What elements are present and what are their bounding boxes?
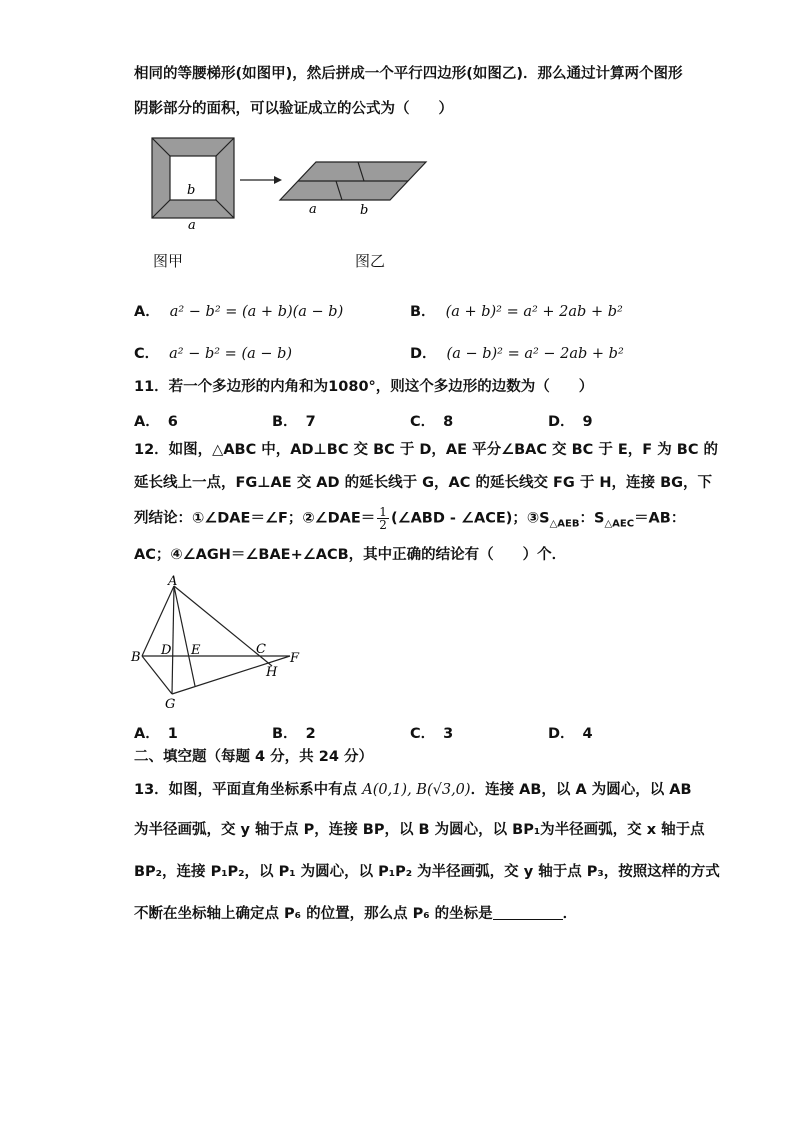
q12-option-a[interactable]: A． 1 bbox=[134, 726, 178, 742]
figure-q12 bbox=[128, 574, 318, 714]
figure-jia bbox=[152, 138, 234, 233]
arrow-icon bbox=[240, 176, 282, 184]
q12-option-d[interactable]: D． 4 bbox=[548, 726, 593, 742]
q12-option-b[interactable]: B． 2 bbox=[272, 726, 316, 742]
q13-line-2: 为半径画弧，交 y 轴于点 P，连接 BP，以 B 为圆心，以 BP₁为半径画弧，交 x 轴于点 bbox=[134, 822, 705, 838]
label-a-jia: a bbox=[188, 218, 196, 233]
fraction-one-half: $\frac{1}{2}$ bbox=[379, 505, 387, 532]
q12-line-1: 12．如图，△ABC 中，AD⊥BC 交 BC 于 D，AE 平分∠BAC 交 BC 于 E，F 为 BC 的 bbox=[134, 442, 719, 458]
answer-blank[interactable] bbox=[493, 905, 563, 920]
label-b-jia: b bbox=[187, 183, 196, 198]
intro-line-1: 相同的等腰梯形(如图甲)，然后拼成一个平行四边形(如图乙)．那么通过计算两个图形 bbox=[134, 66, 683, 82]
q10-option-c[interactable]: C． a² − b² = (a − b) bbox=[134, 346, 293, 362]
q10-option-d[interactable]: D． (a − b)² = a² − 2ab + b² bbox=[410, 346, 624, 362]
point-f: F bbox=[290, 651, 300, 666]
q12-line-4: AC；④∠AGH＝∠BAE+∠ACB，其中正确的结论有（ ）个． bbox=[134, 547, 567, 563]
caption-jia: 图甲 bbox=[153, 252, 184, 270]
q13-line-4: 不断在坐标轴上确定点 P₆ 的位置，那么点 P₆ 的坐标是 ． bbox=[134, 906, 578, 922]
label-a-yi: a bbox=[309, 202, 317, 217]
figure-q10 bbox=[140, 130, 440, 235]
point-h: H bbox=[266, 665, 278, 680]
q12-line-3: 列结论：①∠DAE＝∠F；②∠DAE＝ $\frac{1}{2}$ (∠ABD - ∠ACE)；$③S_{\triangle AEB}$：$S_{\triangle AEC}=AB$： bbox=[134, 505, 686, 532]
figure-yi bbox=[280, 162, 426, 218]
q12-option-c[interactable]: C． 3 bbox=[410, 726, 454, 742]
q11-option-b[interactable]: B． 7 bbox=[272, 414, 316, 430]
intro-line-2: 阴影部分的面积，可以验证成立的公式为（ ） bbox=[134, 101, 453, 117]
label-b-yi: b bbox=[360, 203, 369, 218]
section-heading-fill-in: 二、填空题（每题 4 分，共 24 分） bbox=[134, 749, 373, 765]
q13-line-1: 13．如图，平面直角坐标系中有点 A(0,1), B(√3,0)．连接 AB，以 A 为圆心，以 AB bbox=[134, 782, 692, 798]
point-e: E bbox=[191, 643, 201, 658]
point-b: B bbox=[131, 650, 141, 665]
q10-option-a[interactable]: A． a² − b² = (a + b)(a − b) bbox=[134, 304, 344, 320]
point-c: C bbox=[256, 642, 266, 657]
q11-option-c[interactable]: C． 8 bbox=[410, 414, 454, 430]
q10-option-b[interactable]: B． (a + b)² = a² + 2ab + b² bbox=[410, 304, 623, 320]
q11-option-d[interactable]: D． 9 bbox=[548, 414, 593, 430]
point-g: G bbox=[165, 697, 176, 712]
q13-line-3: BP₂，连接 P₁P₂，以 P₁ 为圆心，以 P₁P₂ 为半径画弧，交 y 轴于点 P₃，按照这样的方式 bbox=[134, 864, 720, 880]
q11-text: 11．若一个多边形的内角和为1080°，则这个多边形的边数为（ ） bbox=[134, 379, 594, 395]
q12-line-2: 延长线上一点，FG⊥AE 交 AD 的延长线于 G，AC 的延长线交 FG 于 H，连接 BG，下 bbox=[134, 475, 713, 491]
q11-option-a[interactable]: A． 6 bbox=[134, 414, 178, 430]
caption-yi: 图乙 bbox=[355, 252, 386, 270]
point-a: A bbox=[168, 574, 178, 589]
point-d: D bbox=[161, 643, 172, 658]
